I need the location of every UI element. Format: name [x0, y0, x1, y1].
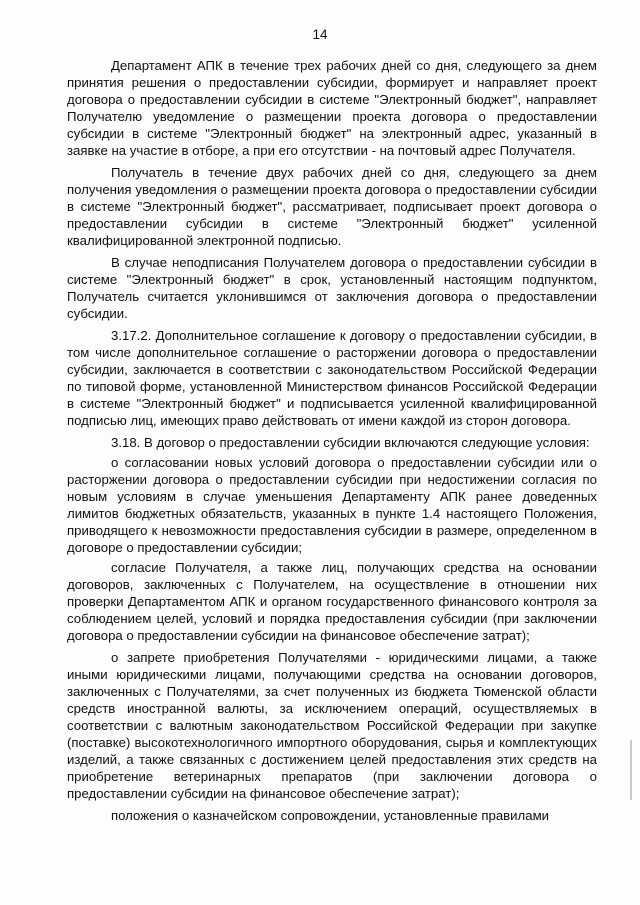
condition-recipient-consent: согласие Получателя, а также лиц, получающих средства на основании договоров, заключенных с Получателем, на осуществление в отношении них проверки Департаментом АПК и органом государственного финансового контроля за соблюдением целей, условий и порядка предоставления субсидии (при заключении договора о предоставлении субсидии на финансовое обеспечение затрат);	[67, 560, 597, 643]
paragraph-non-signing: В случае неподписания Получателем договора о предоставлении субсидии в системе "Электронный бюджет" в срок, установленный настоящим подпунктом, Получатель считается уклонившимся от заключения договора о предоставлении субсидии.	[67, 255, 597, 321]
condition-currency-ban: о запрете приобретения Получателями - юридическими лицами, а также иными юридическими лицами, получающими средства на основании договоров, заключенных с Получателями, за счет полученных из бюджета Тюменской области средств иностранной валюты, за исключением операций, осуществляемых в соответствии с валютным законодательством Российской Федерации при закупке (поставке) высокотехнологичного импортного оборудования, сырья и комплектующих изделий, а также связанных с достижением целей предоставления этих средств на приобретение ветеринарных препаратов (при заключении договора о предоставлении субсидии на финансовое обеспечение затрат);	[67, 650, 597, 801]
paragraph-department-apk: Департамент АПК в течение трех рабочих дней со дня, следующего за днем принятия решения о предоставлении субсидии, формирует и направляет проект договора о предоставлении субсидии в системе "Электронный бюджет", направляет Получателю уведомление о размещении проекта договора о предоставлении субсидии в системе "Электронный бюджет" на электронный адрес, указанный в заявке на участие в отборе, а при его отсутствии - на почтовый адрес Получателя.	[67, 58, 597, 158]
condition-new-terms: о согласовании новых условий договора о предоставлении субсидии или о расторжении договора о предоставлении субсидии при недостижении согласия по новым условиям в случае уменьшения Департаменту АПК ранее доведенных лимитов бюджетных обязательств, указанных в пункте 1.4 настоящего Положения, приводящего к невозможности предоставления субсидии в размере, определенном в договоре о предоставлении субсидии;	[67, 455, 597, 555]
condition-treasury-support: положения о казначейском сопровождении, установленные правилами	[111, 808, 550, 823]
paragraph-3-18: 3.18. В договор о предоставлении субсидии включаются следующие условия:	[111, 435, 590, 450]
paragraph-3-17-2: 3.17.2. Дополнительное соглашение к договору о предоставлении субсидии, в том числе дополнительное соглашение о расторжении договора о предоставлении субсидии, заключается в соответствии с законодательством Российской Федерации по типовой форме, установленной Министерством финансов Российской Федерации в системе "Электронный бюджет" и подписывается усиленной квалифицированной подписью лиц, имеющих право действовать от имени каждой из сторон договора.	[67, 328, 597, 428]
paragraph-recipient-signing: Получатель в течение двух рабочих дней со дня, следующего за днем получения уведомления о размещении проекта договора о предоставлении субсидии в системе "Электронный бюджет", рассматривает, подписывает проект договора о предоставлении субсидии в системе "Электронный бюджет" усиленной квалифицированной электронной подписью.	[67, 165, 597, 248]
scan-edge-mark	[630, 740, 632, 800]
page-number: 14	[312, 27, 328, 42]
document-body	[67, 57, 597, 829]
